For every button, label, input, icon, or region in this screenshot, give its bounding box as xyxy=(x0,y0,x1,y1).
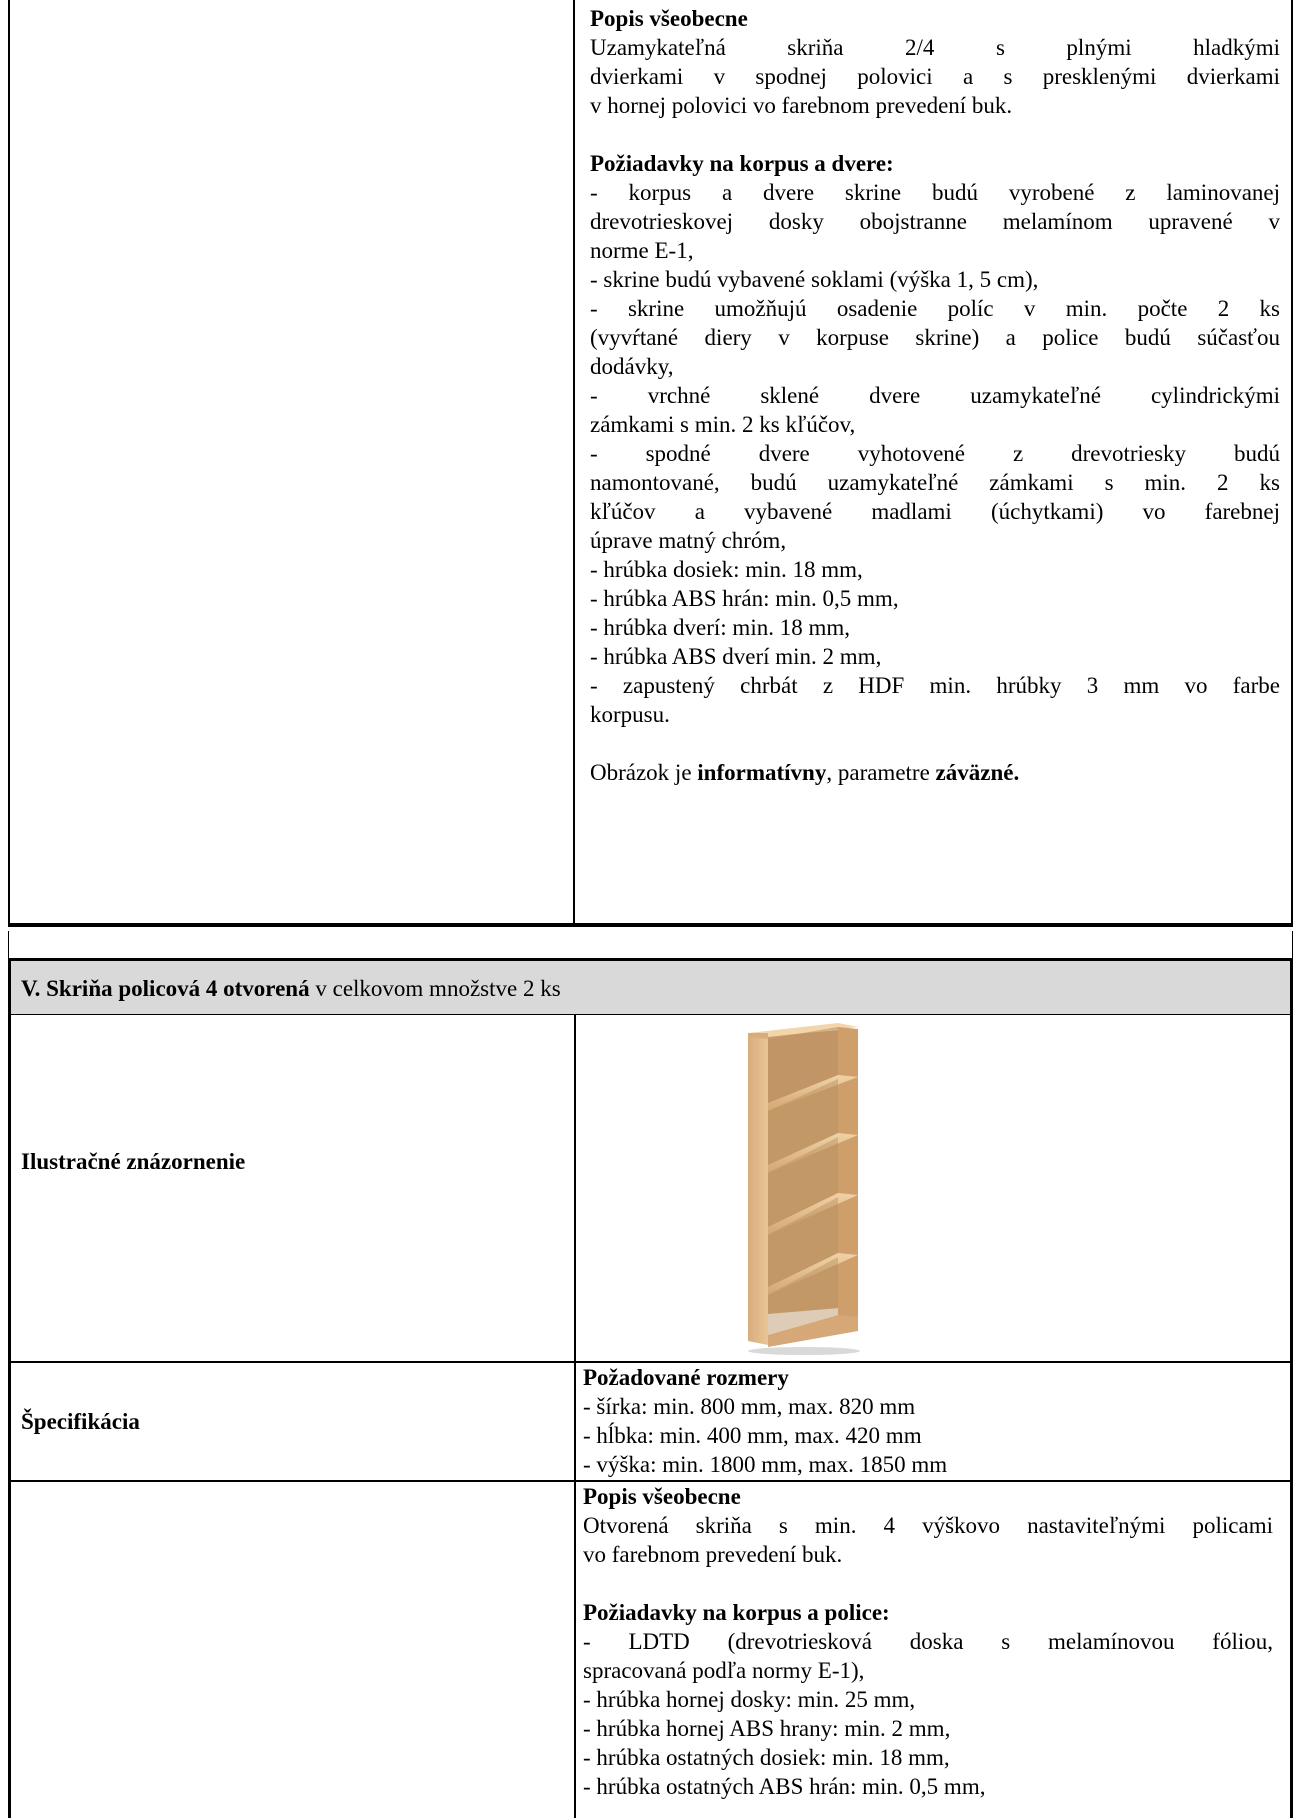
popis-line: Otvorená skriňa s min. 4 výškovo nastaviteľnými policami xyxy=(583,1513,1273,1538)
req-line: - hrúbka hornej dosky: min. 25 mm, xyxy=(583,1687,916,1712)
rozmery-cell xyxy=(583,1363,1273,1479)
top-spec-table xyxy=(8,0,1293,927)
rozmery-title: Požadované rozmery xyxy=(583,1365,789,1390)
popis-line: Uzamykateľná skriňa 2/4 s plnými hladkými xyxy=(590,35,1280,60)
ilustracne-label: Ilustračné znázornenie xyxy=(21,1149,246,1174)
gap-border-left xyxy=(8,931,9,958)
open-bookshelf-illustration-icon xyxy=(576,1015,1290,1360)
req-line: - hrúbka dverí: min. 18 mm, xyxy=(590,615,850,640)
req-line: - hrúbka dosiek: min. 18 mm, xyxy=(590,557,863,582)
req-line: - hrúbka ABS dverí min. 2 mm, xyxy=(590,644,882,669)
specifikacia-label: Špecifikácia xyxy=(21,1409,140,1434)
req-line: - zapustený chrbát z HDF min. hrúbky 3 mm vo farbe xyxy=(590,673,1280,698)
req-line: - korpus a dvere skrine budú vyrobené z laminovanej xyxy=(590,180,1280,205)
req-line: (vyvŕtané diery v korpuse skrine) a police budú súčasťou xyxy=(590,325,1280,350)
req-line: - vrchné sklené dvere uzamykateľné cylindrickými xyxy=(590,383,1280,408)
item-header-title: V. Skriňa policová 4 otvorená v celkovom množstve 2 ks xyxy=(21,976,561,1001)
item-header-row xyxy=(11,961,1290,1015)
popis-line: dvierkami v spodnej polovici a s presklenými dvierkami xyxy=(590,64,1280,89)
popis-title: Popis všeobecne xyxy=(590,6,748,31)
rozmery-line: - hĺbka: min. 400 mm, max. 420 mm xyxy=(583,1423,922,1448)
column-divider xyxy=(573,0,575,923)
poziadavky-title: Požiadavky na korpus a police: xyxy=(583,1600,890,1625)
illustration-cell xyxy=(576,1015,1290,1360)
req-line: - skrine umožňujú osadenie políc v min. počte 2 ks xyxy=(590,296,1280,321)
req-line: - hrúbka ostatných dosiek: min. 18 mm, xyxy=(583,1745,950,1770)
popis-title: Popis všeobecne xyxy=(583,1484,741,1509)
req-line: - hrúbka hornej ABS hrany: min. 2 mm, xyxy=(583,1716,951,1741)
popis-line: v hornej polovici vo farebnom prevedení buk. xyxy=(590,93,1013,118)
obrazok-note: Obrázok je informatívny, parametre záväzné. xyxy=(590,760,1020,785)
req-line: - hrúbka ostatných ABS hrán: min. 0,5 mm, xyxy=(583,1774,986,1799)
poziadavky-title: Požiadavky na korpus a dvere: xyxy=(590,151,894,176)
bottom-description-cell xyxy=(583,1482,1273,1801)
req-line: - spodné dvere vyhotovené z drevotriesky budú xyxy=(590,441,1280,466)
req-line: úprave matný chróm, xyxy=(590,528,787,553)
req-line: drevotrieskovej dosky obojstranne melamínom upravené v xyxy=(590,209,1280,234)
req-line: - hrúbka ABS hrán: min. 0,5 mm, xyxy=(590,586,899,611)
req-line: - skrine budú vybavené soklami (výška 1, 5 cm), xyxy=(590,267,1039,292)
req-line: dodávky, xyxy=(590,354,674,379)
req-line: kľúčov a vybavené madlami (úchytkami) vo farebnej xyxy=(590,499,1280,524)
req-line: namontované, budú uzamykateľné zámkami s min. 2 ks xyxy=(590,470,1280,495)
popis-line: vo farebnom prevedení buk. xyxy=(583,1542,843,1567)
top-description-cell xyxy=(590,4,1280,787)
req-line: zámkami s min. 2 ks kľúčov, xyxy=(590,412,856,437)
req-line: korpusu. xyxy=(590,702,670,727)
req-line: spracovaná podľa normy E-1), xyxy=(583,1658,865,1683)
rozmery-line: - výška: min. 1800 mm, max. 1850 mm xyxy=(583,1452,948,1477)
rozmery-line: - šírka: min. 800 mm, max. 820 mm xyxy=(583,1394,916,1419)
req-line: norme E-1, xyxy=(590,238,694,263)
gap-border-right xyxy=(1292,931,1293,958)
req-line: - LDTD (drevotriesková doska s melamínovou fóliou, xyxy=(583,1629,1273,1654)
bottom-spec-table xyxy=(8,958,1293,1818)
